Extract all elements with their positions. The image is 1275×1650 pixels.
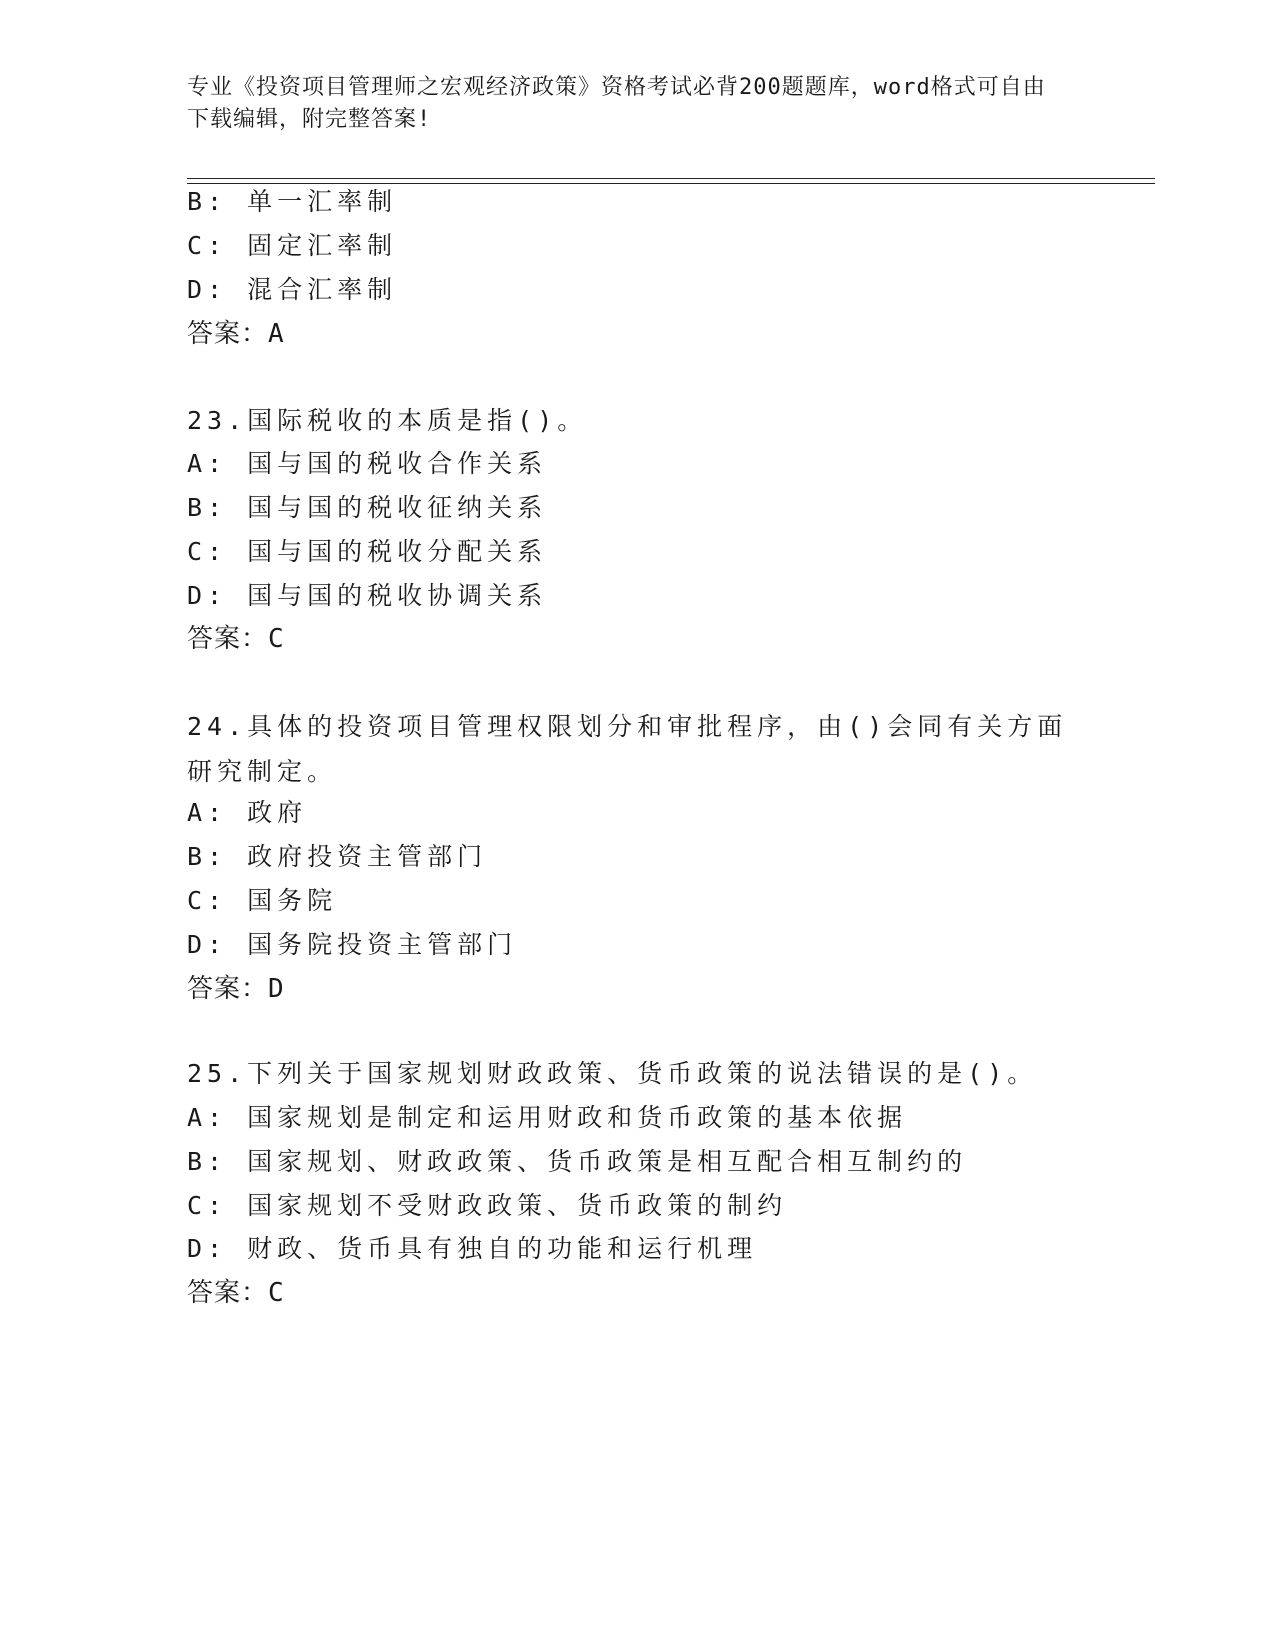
option-d: D: 财政、货币具有独自的功能和运行机理 (187, 1234, 758, 1263)
question-stem: 23.国际税收的本质是指()。 (187, 406, 588, 435)
option-c: C: 国务院 (187, 886, 338, 915)
option-d: D: 国务院投资主管部门 (187, 930, 518, 959)
answer: 答案：A (187, 319, 285, 349)
header-rule-top (187, 178, 1155, 179)
option-b: B: 政府投资主管部门 (187, 842, 488, 871)
option-d: D: 国与国的税收协调关系 (187, 581, 548, 610)
question-stem: 24.具体的投资项目管理权限划分和审批程序，由()会同有关方面研究制定。 (187, 712, 1068, 786)
answer: 答案：D (187, 974, 285, 1004)
header-rule-bottom (187, 183, 1155, 184)
option-a: A: 政府 (187, 798, 308, 827)
option-b: B: 国与国的税收征纳关系 (187, 493, 548, 522)
question-stem: 25.下列关于国家规划财政政策、货币政策的说法错误的是()。 (187, 1059, 1038, 1088)
document-header: 专业《投资项目管理师之宏观经济政策》资格考试必背200题题库，word格式可自由下载编辑，附完整答案! (187, 75, 1046, 132)
option-b: B: 单一汇率制 (187, 187, 398, 216)
option-c: C: 国家规划不受财政政策、货币政策的制约 (187, 1191, 788, 1220)
option-c: C: 固定汇率制 (187, 231, 398, 260)
option-d: D: 混合汇率制 (187, 275, 398, 304)
answer: 答案：C (187, 624, 285, 654)
option-a: A: 国家规划是制定和运用财政和货币政策的基本依据 (187, 1103, 908, 1132)
option-a: A: 国与国的税收合作关系 (187, 449, 548, 478)
option-c: C: 国与国的税收分配关系 (187, 537, 548, 566)
answer: 答案：C (187, 1278, 285, 1308)
option-b: B: 国家规划、财政政策、货币政策是相互配合相互制约的 (187, 1147, 968, 1176)
